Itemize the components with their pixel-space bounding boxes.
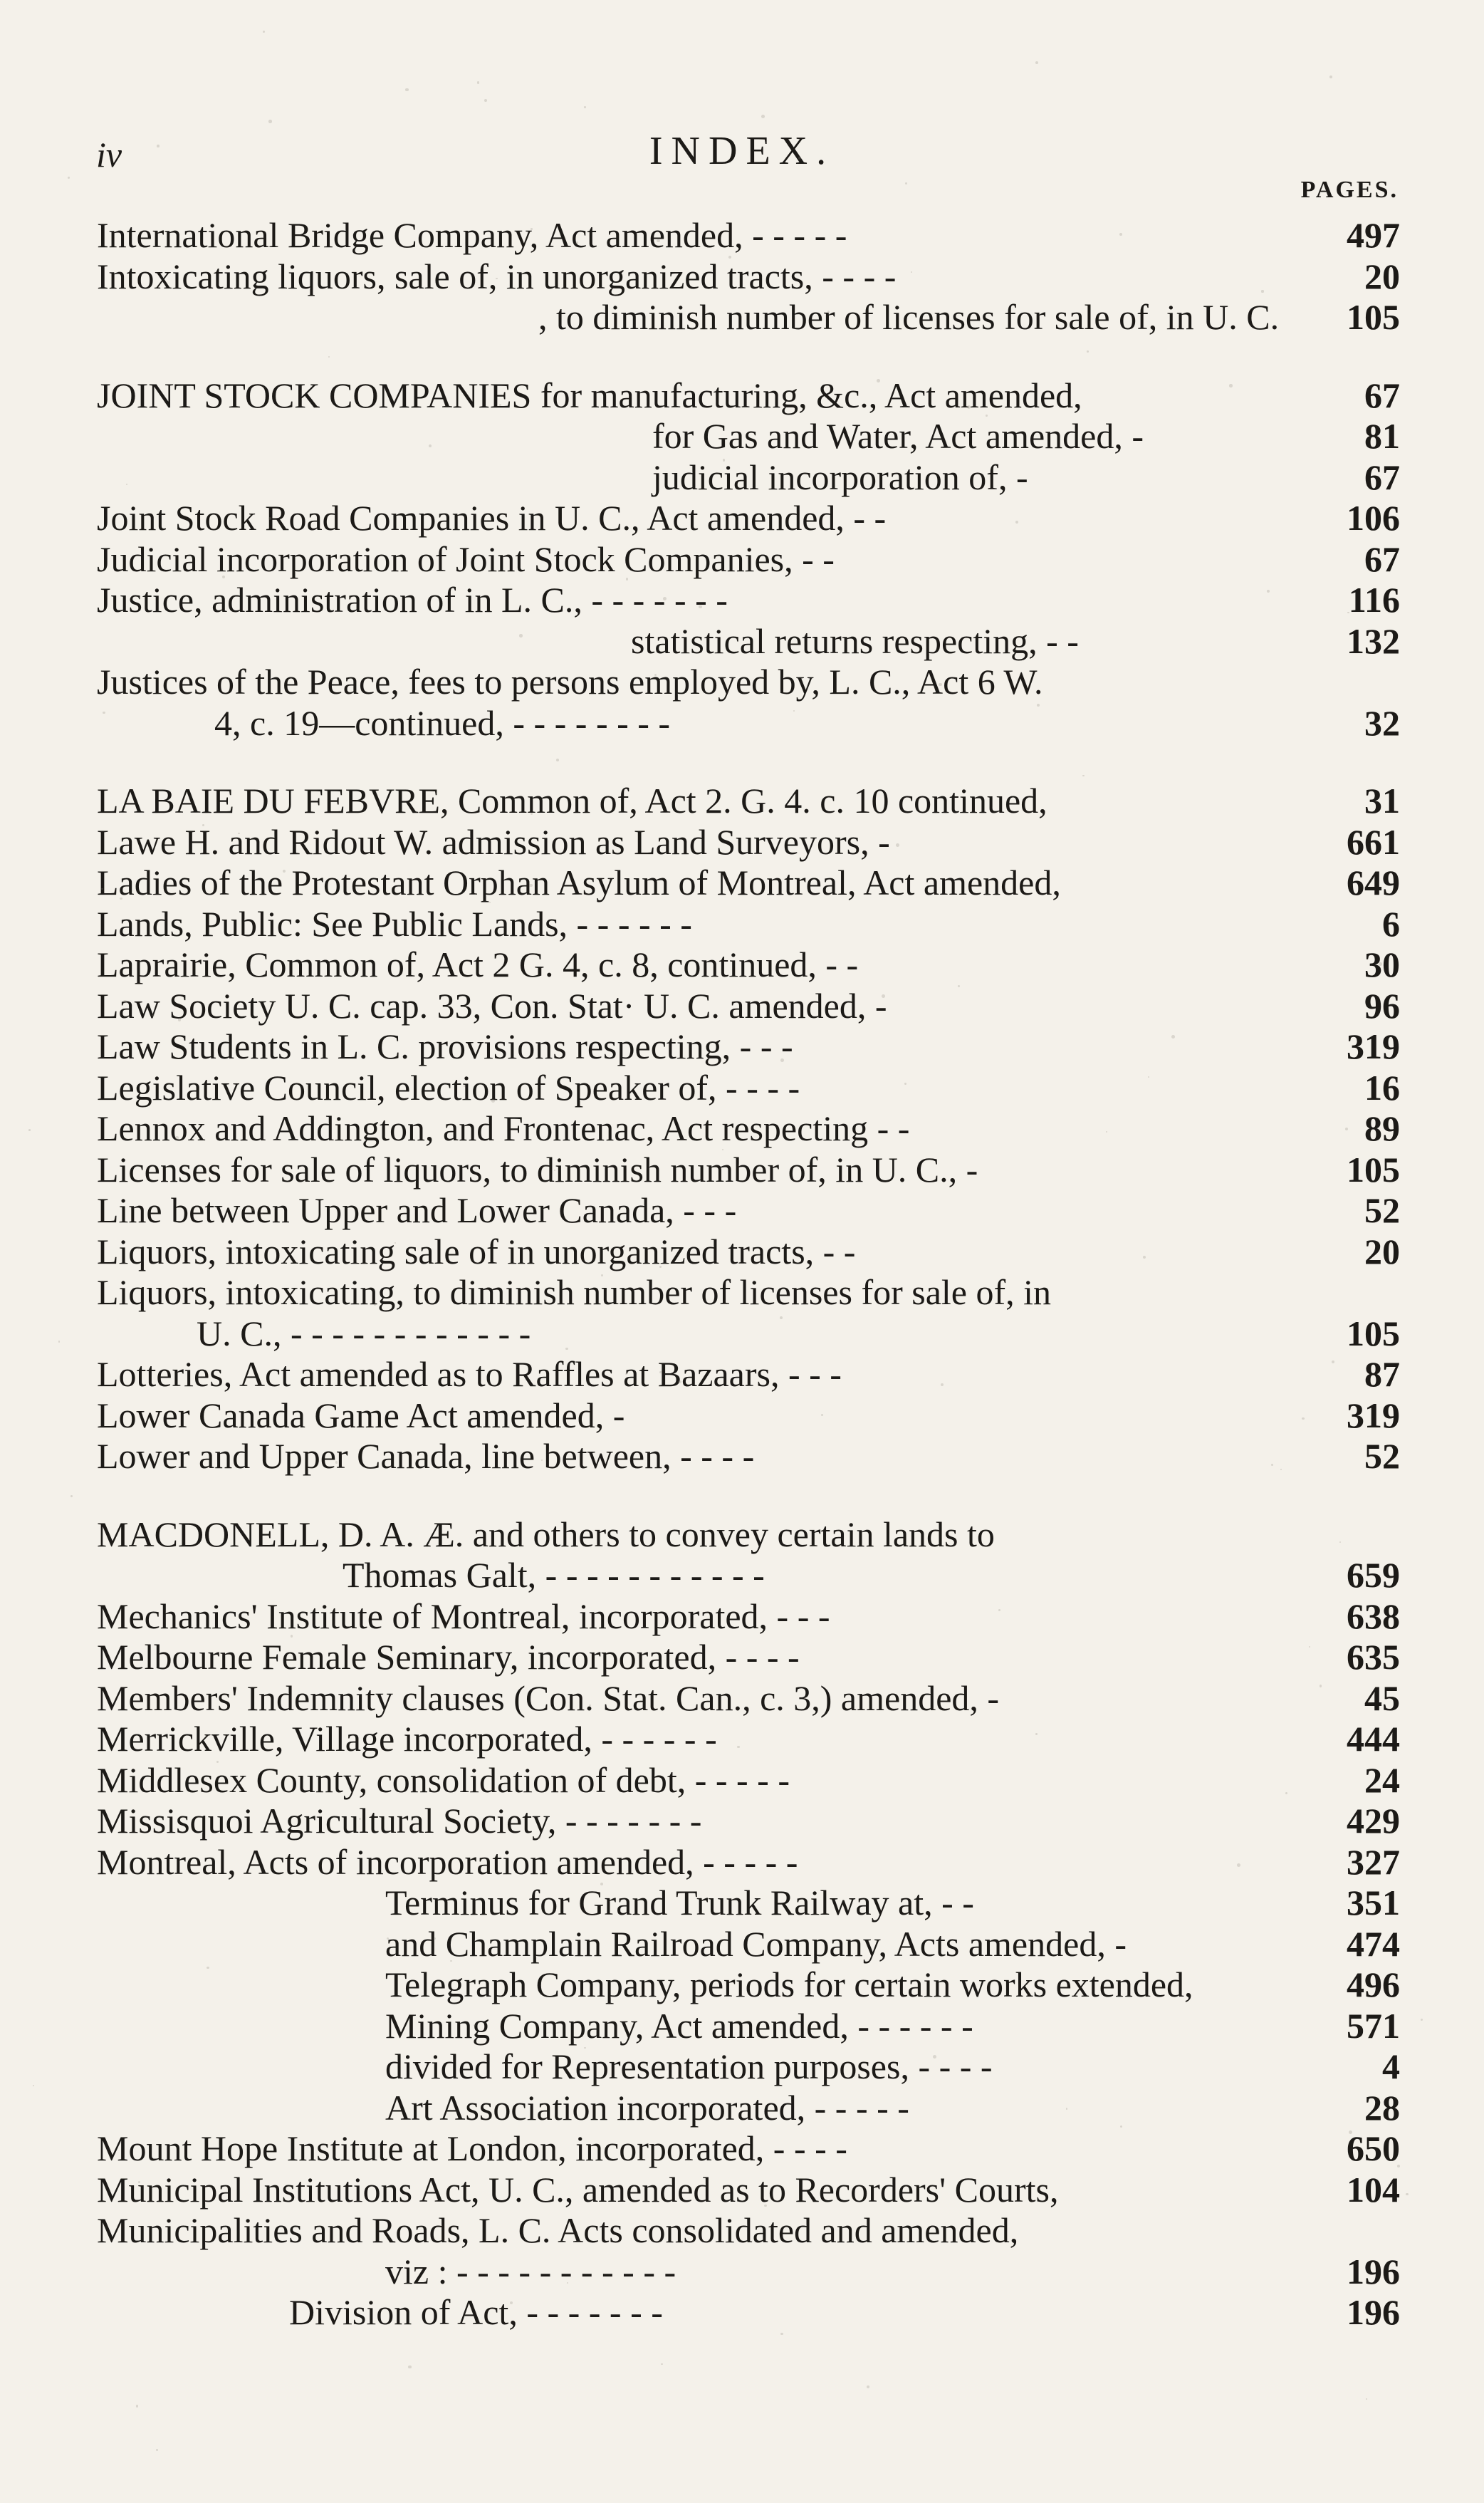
entry-page: 32 [1364, 702, 1400, 743]
entry-page: 81 [1364, 416, 1400, 456]
paper-speck [120, 897, 122, 900]
index-entry [97, 2128, 1400, 2170]
paper-speck [1261, 290, 1263, 292]
entry-text: , to diminish number of licenses for sale of, in U. C. [538, 297, 1280, 337]
index-entry [97, 1596, 1400, 1638]
paper-speck [728, 256, 731, 259]
entry-text: Thomas Galt, - - - - - - - - - - - [343, 1555, 765, 1595]
paper-speck [1366, 2398, 1367, 2400]
index-entry [97, 1801, 1400, 1842]
entry-text: Mining Company, Act amended, - - - - - - [385, 2005, 973, 2046]
paper-speck [1119, 233, 1122, 236]
entry-page: 196 [1347, 2292, 1400, 2332]
entry-text: statistical returns respecting, - - [631, 620, 1079, 661]
index-entry [97, 1232, 1400, 1273]
paper-speck [659, 1371, 662, 1373]
paper-speck [531, 228, 532, 229]
entry-text: Melbourne Female Seminary, incorporated, - - - - [97, 1637, 800, 1677]
index-entry [97, 256, 1400, 298]
entry-page: 638 [1347, 1596, 1400, 1636]
entry-text: Lotteries, Act amended as to Raffles at Bazaars, - - - [97, 1354, 842, 1394]
index-entry [97, 1150, 1400, 1191]
entry-page: 6 [1382, 903, 1400, 944]
paper-speck [68, 177, 70, 179]
paper-speck [58, 1341, 60, 1342]
paper-speck [601, 1274, 603, 1276]
index-entry [97, 822, 1400, 863]
paper-speck [434, 1937, 436, 1940]
entry-page: 105 [1347, 297, 1400, 337]
paper-speck [554, 1170, 555, 1171]
paper-speck [178, 1018, 182, 1021]
paper-speck [1347, 612, 1349, 613]
entry-text: Terminus for Grand Trunk Railway at, - - [385, 1883, 974, 1922]
paper-speck [103, 712, 105, 714]
index-entry [97, 2292, 1400, 2333]
index-entry [97, 904, 1400, 945]
entry-page: 429 [1347, 1801, 1400, 1841]
paper-speck [827, 311, 830, 313]
paper-speck [584, 2047, 585, 2049]
index-entry [97, 580, 1400, 621]
index-entry [97, 1026, 1400, 1068]
paper-speck [477, 81, 480, 84]
entry-text: Lawe H. and Ridout W. admission as Land Surveyors, - [97, 821, 890, 862]
paper-speck [408, 2366, 411, 2368]
index-entry [97, 215, 1400, 256]
index-entry [97, 297, 1400, 338]
entry-text: Members' Indemnity clauses (Con. Stat. Can., c. 3,) amended, - [97, 1677, 1000, 1718]
paper-speck [678, 1380, 681, 1383]
entry-page: 20 [1364, 256, 1400, 296]
paper-speck [661, 2363, 662, 2365]
entry-text: MACDONELL, D. A. Æ. and others to convey certain lands to [97, 1514, 995, 1554]
paper-speck [1035, 1733, 1037, 1734]
paper-speck [737, 1746, 739, 1748]
entry-text: Line between Upper and Lower Canada, - - - [97, 1190, 737, 1230]
entry-page: 105 [1347, 1149, 1400, 1190]
entry-text: Missisquoi Agricultural Society, - - - - - - - [97, 1801, 702, 1841]
index-entry [97, 2006, 1400, 2047]
index-entry [97, 1678, 1400, 1719]
paper-speck [175, 1136, 178, 1139]
index-entry [97, 1965, 1400, 2006]
entry-page: 67 [1364, 538, 1400, 579]
entry-page: 444 [1347, 1719, 1400, 1759]
paper-speck [28, 1129, 31, 1131]
paper-speck [359, 1818, 361, 1820]
paper-speck [202, 824, 204, 826]
entry-text: divided for Representation purposes, - - - - [385, 2046, 993, 2086]
index-entry [97, 498, 1400, 539]
paper-speck [1302, 1417, 1304, 1420]
entry-page: 30 [1364, 945, 1400, 984]
paper-speck [157, 145, 159, 147]
paper-speck [723, 459, 726, 462]
index-entry [97, 1719, 1400, 1760]
entry-page: 116 [1348, 580, 1400, 620]
paper-speck [967, 405, 971, 409]
paper-speck [1397, 2165, 1400, 2168]
entry-text: Lands, Public: See Public Lands, - - - - - - [97, 903, 692, 944]
index-entry [97, 2170, 1400, 2211]
paper-speck [867, 2385, 869, 2388]
index-entry [97, 1313, 1400, 1355]
paper-speck [1035, 61, 1038, 64]
index-entry [97, 2088, 1400, 2129]
index-entry [97, 1637, 1400, 1678]
entry-text: Justices of the Peace, fees to persons employed by, L. C., Act 6 W. [97, 662, 1043, 702]
entry-page: 31 [1364, 781, 1400, 821]
paper-speck [663, 597, 667, 600]
index-entry [97, 1395, 1400, 1437]
paper-speck [877, 379, 880, 383]
entry-page: 196 [1347, 2251, 1400, 2291]
entry-page: 327 [1347, 1841, 1400, 1882]
paper-speck [1143, 1256, 1146, 1259]
entry-text: Law Students in L. C. provisions respecting, - - - [97, 1026, 793, 1066]
paper-speck [626, 578, 628, 580]
entry-page: 67 [1364, 375, 1400, 415]
paper-speck [798, 157, 801, 160]
paper-speck [394, 1242, 396, 1244]
paper-speck [510, 2301, 513, 2304]
index-entry [97, 986, 1400, 1027]
index-entry [97, 2210, 1400, 2252]
paper-speck [1332, 1360, 1334, 1363]
paper-speck [152, 1014, 155, 1017]
index-entry [97, 781, 1400, 822]
index-entry [97, 416, 1400, 457]
entry-text: Lennox and Addington, and Frontenac, Act respecting - - [97, 1108, 910, 1148]
paper-speck [541, 1459, 543, 1461]
paper-speck [1237, 1863, 1240, 1867]
paper-speck [1229, 384, 1232, 387]
page-title: INDEX. [649, 129, 835, 173]
index-entry [97, 1108, 1400, 1150]
entry-page: 649 [1347, 863, 1400, 902]
entry-page: 661 [1347, 821, 1400, 862]
paper-speck [531, 813, 533, 815]
paper-speck [450, 1960, 452, 1962]
paper-speck [904, 1083, 906, 1085]
index-entry [97, 945, 1400, 986]
paper-speck [1349, 2130, 1352, 2134]
paper-speck [565, 1348, 568, 1350]
index-entry [97, 1514, 1400, 1556]
entry-page: 497 [1347, 215, 1400, 255]
entry-page: 4 [1382, 2046, 1400, 2086]
entry-page: 96 [1364, 985, 1400, 1026]
paper-speck [123, 1000, 126, 1003]
entry-page: 132 [1347, 620, 1400, 661]
entry-page: 659 [1347, 1555, 1400, 1595]
paper-speck [519, 634, 523, 638]
paper-speck [761, 115, 765, 118]
entry-page: 650 [1347, 2128, 1400, 2168]
entry-page: 319 [1347, 1026, 1400, 1066]
index-entry [97, 863, 1400, 904]
entry-page: 104 [1347, 2169, 1400, 2210]
entry-text: Telegraph Company, periods for certain works extended, [385, 1965, 1193, 2004]
entry-text: Lower and Upper Canada, line between, - - - - [97, 1436, 755, 1476]
paper-speck [584, 106, 586, 108]
entry-page: 20 [1364, 1231, 1400, 1271]
index-entry [97, 1555, 1400, 1596]
index-entry [97, 1842, 1400, 1883]
entry-page: 67 [1364, 457, 1400, 497]
entry-text: Merrickville, Village incorporated, - - - - - - [97, 1719, 717, 1759]
entry-text: Middlesex County, consolidation of debt, - - - - - [97, 1759, 790, 1800]
index-entry [97, 1924, 1400, 1965]
entry-text: Lower Canada Game Act amended, - [97, 1395, 625, 1435]
entry-page: 28 [1364, 2087, 1400, 2128]
entry-page: 319 [1347, 1395, 1400, 1435]
paper-speck [1280, 1469, 1282, 1470]
index-entry [97, 1190, 1400, 1232]
paper-speck [156, 2449, 158, 2451]
entry-text: and Champlain Railroad Company, Acts amended, - [385, 1923, 1127, 1964]
index-entry [97, 457, 1400, 499]
paper-speck [556, 759, 559, 761]
paper-speck [575, 241, 578, 244]
page-header [0, 128, 1484, 178]
index-entry [97, 1436, 1400, 1477]
entry-page: 45 [1364, 1677, 1400, 1718]
paper-speck [263, 31, 264, 32]
entry-text: Mount Hope Institute at London, incorporated, - - - - [97, 2128, 847, 2168]
paper-speck [405, 88, 409, 92]
paper-speck [496, 278, 497, 279]
paper-speck [780, 1058, 784, 1062]
pages-column-label: PAGES. [1300, 177, 1399, 203]
entry-text: Art Association incorporated, - - - - - [385, 2087, 909, 2128]
entry-text: Legislative Council, election of Speaker of, - - - - [97, 1067, 800, 1108]
entry-text: Montreal, Acts of incorporation amended, - - - - - [97, 1841, 798, 1882]
index-entry [97, 1760, 1400, 1801]
paper-speck [222, 576, 225, 578]
entry-text: Judicial incorporation of Joint Stock Companies, - - [97, 538, 835, 579]
paper-speck [261, 1213, 262, 1214]
index-entry [97, 621, 1400, 662]
entry-text: Ladies of the Protestant Orphan Asylum of Montreal, Act amended, [97, 863, 1061, 902]
paper-speck [905, 182, 907, 184]
paper-speck [1329, 76, 1332, 78]
index-entry [97, 1354, 1400, 1395]
paper-speck [1087, 350, 1089, 353]
paper-speck [659, 1266, 662, 1268]
entry-text: Municipal Institutions Act, U. C., amended as to Recorders' Courts, [97, 2169, 1059, 2210]
paper-speck [625, 1373, 627, 1375]
paper-speck [1082, 775, 1085, 777]
paper-speck [1320, 1685, 1322, 1687]
paper-speck [251, 1208, 254, 1210]
paper-speck [538, 1836, 540, 1839]
entry-text: Law Society U. C. cap. 33, Con. Stat· U. C. amended, - [97, 985, 887, 1026]
entry-text: Liquors, intoxicating, to diminish number of licenses for sale of, in [97, 1272, 1052, 1312]
entry-text: Intoxicating liquors, sale of, in unorganized tracts, - - - - [97, 256, 897, 296]
paper-speck [268, 120, 271, 123]
index-entry [97, 2046, 1400, 2088]
entry-page: 16 [1364, 1067, 1400, 1108]
entry-page: 105 [1347, 1313, 1400, 1353]
entry-text: Joint Stock Road Companies in U. C., Act amended, - - [97, 498, 887, 538]
index-entry [97, 703, 1400, 744]
entry-page: 106 [1347, 498, 1400, 538]
paper-speck [780, 2333, 783, 2336]
paper-speck [238, 833, 239, 834]
entry-page: 571 [1347, 2005, 1400, 2046]
index-entry [97, 539, 1400, 581]
paper-speck [939, 683, 941, 686]
paper-speck [33, 2085, 35, 2087]
entry-page: 52 [1364, 1190, 1400, 1230]
entry-page: 635 [1347, 1637, 1400, 1677]
paper-speck [291, 1635, 293, 1637]
paper-speck [793, 710, 795, 712]
entry-text: Liquors, intoxicating sale of in unorganized tracts, - - [97, 1231, 856, 1271]
entry-page: 87 [1364, 1354, 1400, 1394]
entry-text: Municipalities and Roads, L. C. Acts consolidated and amended, [97, 2210, 1019, 2250]
paper-speck [484, 99, 487, 102]
page-number: iv [96, 135, 122, 175]
paper-speck [136, 2405, 138, 2407]
entry-text: for Gas and Water, Act amended, - [652, 416, 1144, 456]
entry-page: 351 [1347, 1883, 1400, 1922]
entry-page: 52 [1364, 1436, 1400, 1476]
paper-speck [589, 1705, 591, 1707]
index-entry [97, 1068, 1400, 1109]
entry-page: 89 [1364, 1108, 1400, 1148]
paper-speck [464, 1085, 465, 1086]
entry-text: Division of Act, - - - - - - - [289, 2292, 663, 2332]
paper-speck [529, 884, 532, 887]
index-entry [97, 1883, 1400, 1924]
entry-text: Justice, administration of in L. C., - - - - - - - [97, 580, 728, 620]
entry-text: International Bridge Company, Act amended, - - - - - [97, 215, 847, 255]
entry-text: U. C., - - - - - - - - - - - - [197, 1313, 531, 1353]
paper-speck [1421, 2019, 1423, 2021]
entry-text: LA BAIE DU FEBVRE, Common of, Act 2. G. 4. c. 10 continued, [97, 781, 1047, 821]
entry-text: JOINT STOCK COMPANIES for manufacturing, &c., Act amended, [97, 375, 1082, 415]
paper-speck [491, 1099, 495, 1103]
entry-text: Mechanics' Institute of Montreal, incorporated, - - - [97, 1596, 830, 1636]
entry-text: viz : - - - - - - - - - - - [385, 2251, 676, 2291]
index-entry [97, 2252, 1400, 2293]
index-entry [97, 375, 1400, 417]
entry-text: Licenses for sale of liquors, to diminish number of, in U. C., - [97, 1149, 978, 1190]
paper-speck [654, 674, 657, 676]
index-entry [97, 662, 1400, 703]
paper-speck [1379, 962, 1382, 966]
entry-page: 496 [1347, 1965, 1400, 2004]
index-entry [97, 1272, 1400, 1313]
paper-speck [986, 415, 988, 417]
entry-page: 24 [1364, 1759, 1400, 1800]
entry-page: 474 [1347, 1923, 1400, 1964]
entry-text: 4, c. 19—continued, - - - - - - - - [214, 702, 671, 743]
index-entries [97, 215, 1400, 2333]
paper-speck [882, 994, 885, 998]
entry-text: judicial incorporation of, - [652, 457, 1028, 497]
paper-speck [70, 1495, 73, 1497]
entry-text: Laprairie, Common of, Act 2 G. 4, c. 8, continued, - - [97, 945, 859, 984]
paper-speck [1406, 2193, 1408, 2195]
paper-speck [207, 1967, 209, 1969]
